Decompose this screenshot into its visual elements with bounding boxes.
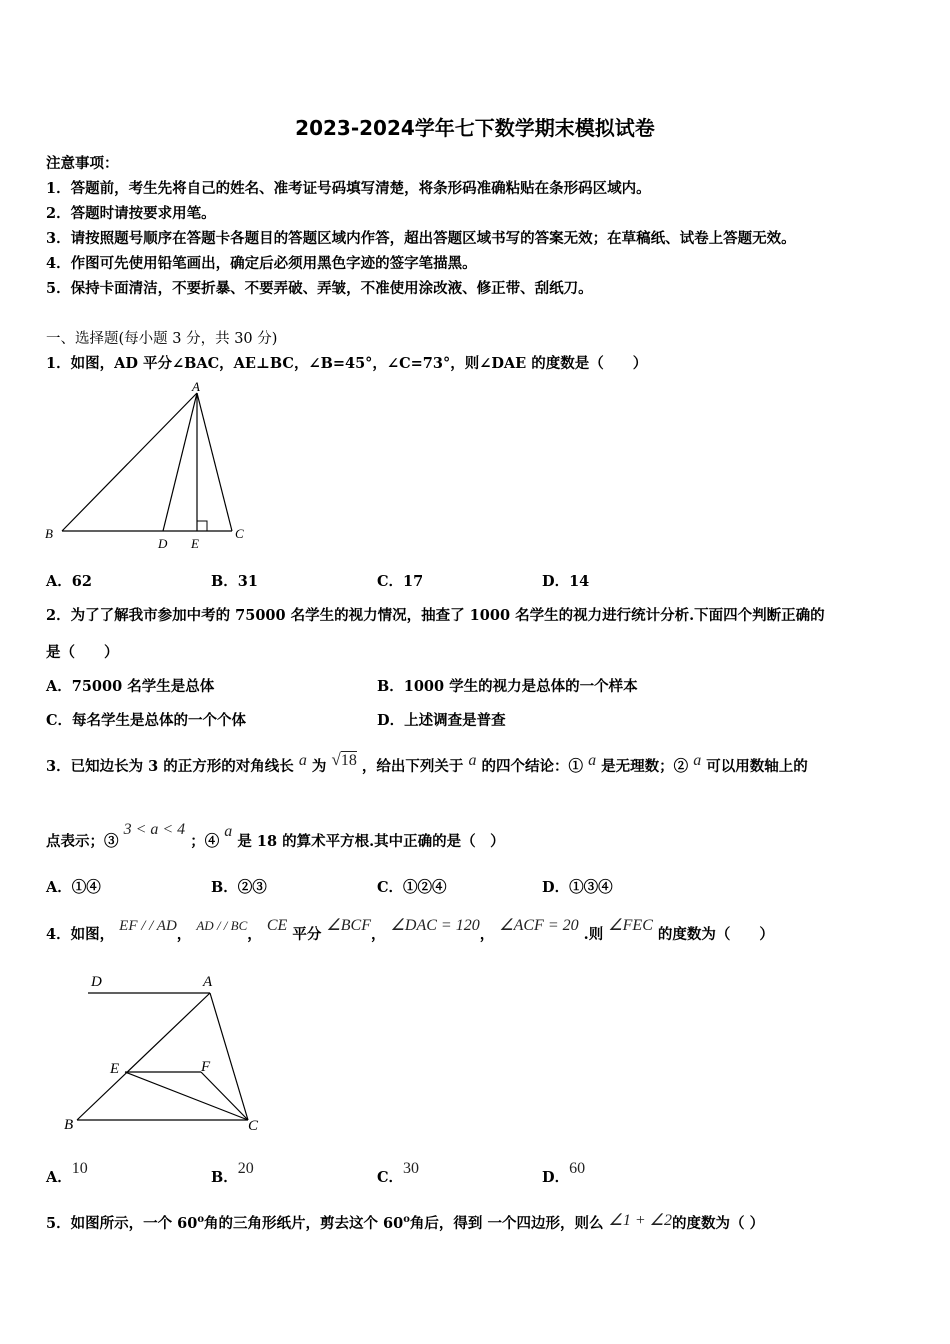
q3-text: 3．已知边长为 3 的正方形的对角线长: [46, 758, 294, 775]
q3-inequality: 3 < a < 4: [123, 821, 186, 838]
q2-option-d: D．上述调查是普查: [377, 712, 506, 729]
q3-var-a: a: [224, 823, 233, 840]
q4-label-f: F: [201, 1059, 211, 1075]
note-item: 2．答题时请按要求用笔。: [46, 205, 216, 222]
q3-text: 为: [311, 758, 327, 775]
q3-text: 的四个结论：①: [481, 758, 583, 775]
q4-option-c: C．30: [377, 1160, 420, 1186]
q4-stem: 4．如图， EF / / AD， AD / / BC， CE 平分 ∠BCF， ∠DAC = 120， ∠ACF = 20 .则 ∠FEC 的度数为（ ）: [46, 917, 774, 943]
q3-text: 点表示；③: [46, 833, 119, 850]
note-item: 4．作图可先使用铅笔画出，确定后必须用黑色字迹的签字笔描黑。: [46, 255, 477, 272]
q5-expr: ∠1 + ∠2: [608, 1212, 673, 1229]
q1-label-c: C: [235, 526, 244, 541]
q4-expr: ∠ACF = 20: [499, 917, 579, 934]
q1-option-c: C．17: [377, 573, 424, 590]
q4-expr: EF / / AD: [119, 918, 177, 934]
q2-stem-line1: 2．为了了解我市参加中考的 75000 名学生的视力情况，抽查了 1000 名学生的视力进行统计分析.下面四个判断正确的: [46, 607, 825, 624]
q1-option-b: B．31: [211, 573, 258, 590]
q3-option-d: D．①③④: [542, 879, 613, 896]
q3-option-c: C．①②④: [377, 879, 447, 896]
q4-expr: CE: [266, 917, 288, 934]
q2-stem-line2: 是（ ）: [46, 644, 119, 661]
q3-var-a: a: [588, 752, 597, 769]
q4-expr: ∠BCF: [326, 917, 371, 934]
q4-label-c: C: [248, 1118, 259, 1134]
q4-label-a: A: [203, 974, 213, 990]
q4-label-e: E: [110, 1061, 120, 1077]
page-title: 2023-2024学年七下数学期末模拟试卷: [295, 116, 655, 140]
q1-label-d: D: [158, 536, 168, 551]
q2-option-b: B．1000 学生的视力是总体的一个样本: [377, 678, 638, 695]
q3-text: ，给出下列关于: [361, 758, 464, 775]
q3-text: 是 18 的算术平方根.其中正确的是（ ）: [237, 833, 505, 850]
q4-text: 4．如图，: [46, 926, 115, 943]
q2-option-a: A．75000 名学生是总体: [46, 678, 215, 695]
q1-label-e: E: [191, 536, 199, 551]
q3-text: 是无理数；②: [601, 758, 689, 775]
q1-option-d: D．14: [542, 573, 590, 590]
q3-var-a: a: [298, 752, 307, 769]
note-item: 5．保持卡面清洁，不要折暴、不要弄破、弄皱，不准使用涂改液、修正带、刮纸刀。: [46, 280, 593, 297]
q2-option-c: C．每名学生是总体的一个个体: [46, 712, 247, 729]
q1-stem: 1．如图，AD 平分∠BAC，AE⊥BC，∠B=45°，∠C=73°，则∠DAE 的度数是（ ）: [46, 355, 648, 372]
q4-label-b: B: [64, 1117, 74, 1133]
q1-triangle-figure: [40, 380, 260, 555]
note-item: 1．答题前，考生先将自己的姓名、准考证号码填写清楚，将条形码准确粘贴在条形码区域内。: [46, 180, 651, 197]
q3-text: ；④: [190, 833, 220, 850]
q4-option-b: B．20: [211, 1160, 254, 1186]
notes-heading: 注意事项：: [46, 155, 119, 172]
q4-expr: ∠DAC = 120: [390, 917, 480, 934]
q3-line2: [46, 821, 505, 851]
q4-option-a: A．10: [46, 1160, 88, 1186]
q3-sqrt: √18: [331, 750, 357, 769]
q3-text: 可以用数轴上的: [706, 758, 808, 775]
q4-text: .则: [583, 926, 604, 943]
q1-label-a: A: [192, 380, 200, 394]
q3-option-b: B．②③: [211, 879, 267, 896]
note-item: 3．请按照题号顺序在答题卡各题目的答题区域内作答，超出答题区域书写的答案无效；在草稿纸、试卷上答题无效。: [46, 230, 796, 247]
q4-option-d: D．60: [542, 1160, 586, 1186]
q3-var-a: a: [468, 752, 477, 769]
q3-var-a: a: [693, 752, 702, 769]
q4-label-d: D: [91, 974, 102, 990]
q1-label-b: B: [45, 526, 53, 541]
q3-option-a: A．①④: [46, 879, 101, 896]
q4-expr: AD / / BC: [196, 918, 248, 933]
q3-line1: [46, 750, 808, 776]
q4-text: 的度数为（ ）: [657, 926, 774, 943]
q5-stem: 5．如图所示，一个 60$^o$角的三角形纸片，剪去这个 60$^o$角后，得到 一个四边形，则么 ∠1 + ∠2的度数为（ ）: [46, 1212, 765, 1232]
section-heading: 一、选择题(每小题 3 分，共 30 分): [46, 331, 278, 347]
q4-figure: [55, 965, 275, 1140]
q4-expr: ∠FEC: [608, 917, 653, 934]
q4-text: 平分: [292, 926, 322, 943]
q1-option-a: A．62: [46, 573, 92, 590]
